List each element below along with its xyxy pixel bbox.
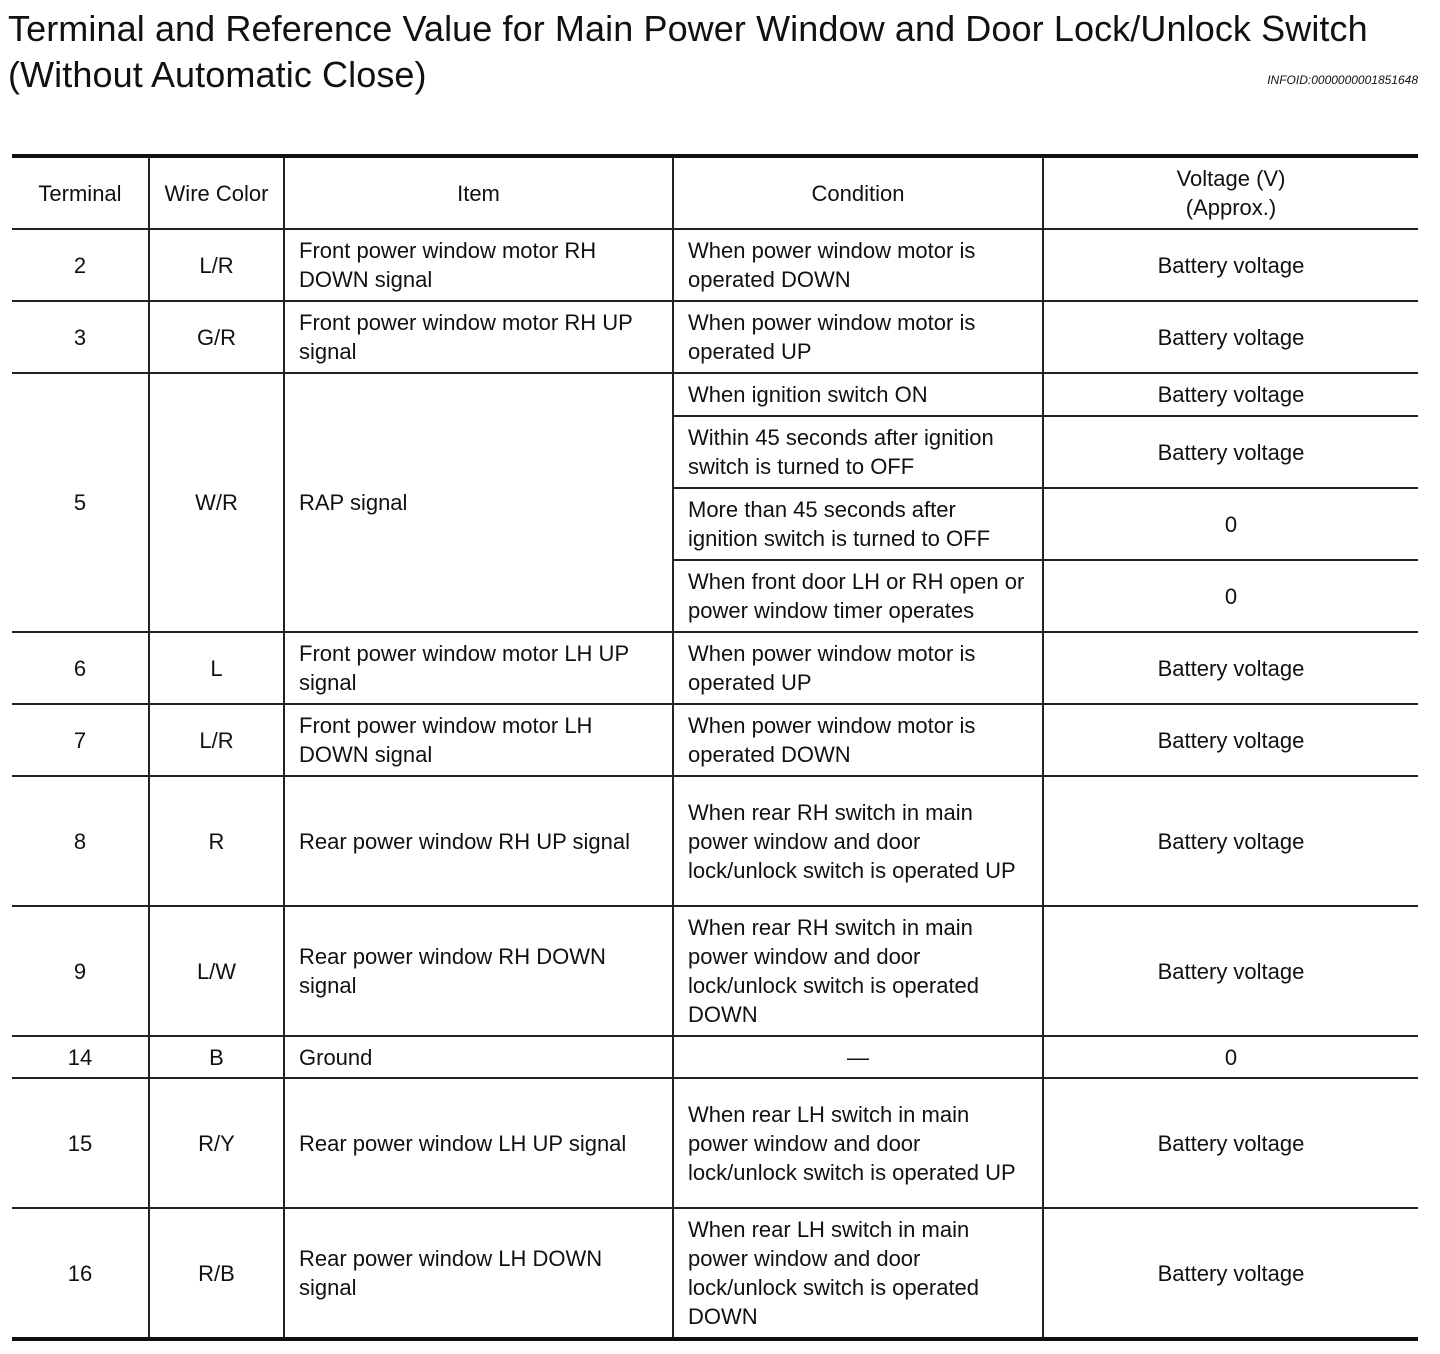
cell-wire-color: L/R [149,704,284,776]
cell-wire-color: R/Y [149,1078,284,1208]
header-terminal: Terminal [12,156,149,229]
cell-terminal: 3 [12,301,149,373]
header-voltage [1043,156,1418,229]
cell-item: RAP signal [284,373,673,632]
info-id: INFOID:0000000001851648 [1267,73,1418,87]
cell-terminal: 15 [12,1078,149,1208]
cell-voltage: Battery voltage [1043,776,1418,906]
cell-item: Front power window motor LH DOWN signal [284,704,673,776]
cell-wire-color: L [149,632,284,704]
table-row [12,776,1418,906]
cell-voltage: 0 [1043,560,1418,632]
cell-item: Front power window motor RH DOWN signal [284,229,673,301]
cell-terminal: 16 [12,1208,149,1339]
table-row [12,229,1418,301]
header-condition: Condition [673,156,1043,229]
cell-condition: — [673,1036,1043,1078]
cell-wire-color: G/R [149,301,284,373]
cell-voltage: 0 [1043,488,1418,560]
table-row [12,1208,1418,1339]
cell-condition: When rear LH switch in main power window and door lock/unlock switch is operated DOWN [673,1208,1043,1339]
header-item: Item [284,156,673,229]
table-header-row [12,156,1418,229]
cell-voltage: 0 [1043,1036,1418,1078]
cell-voltage: Battery voltage [1043,906,1418,1036]
cell-terminal: 5 [12,373,149,632]
table-row [12,301,1418,373]
cell-voltage: Battery voltage [1043,301,1418,373]
cell-terminal: 14 [12,1036,149,1078]
cell-condition: When rear LH switch in main power window and door lock/unlock switch is operated UP [673,1078,1043,1208]
cell-terminal: 7 [12,704,149,776]
header-voltage-line1: Voltage (V) [1176,166,1286,191]
terminal-reference-table [12,154,1418,1341]
cell-item: Ground [284,1036,673,1078]
cell-wire-color: L/W [149,906,284,1036]
cell-condition: When power window motor is operated UP [673,632,1043,704]
cell-wire-color: L/R [149,229,284,301]
table-row [12,373,1418,416]
cell-item: Rear power window RH DOWN signal [284,906,673,1036]
cell-wire-color: R [149,776,284,906]
cell-condition: When power window motor is operated UP [673,301,1043,373]
cell-terminal: 2 [12,229,149,301]
table-row [12,1036,1418,1078]
cell-wire-color: R/B [149,1208,284,1339]
cell-voltage: Battery voltage [1043,1078,1418,1208]
cell-condition: Within 45 seconds after ignition switch is turned to OFF [673,416,1043,488]
cell-voltage: Battery voltage [1043,1208,1418,1339]
cell-wire-color: W/R [149,373,284,632]
cell-wire-color: B [149,1036,284,1078]
cell-item: Rear power window LH DOWN signal [284,1208,673,1339]
cell-item: Front power window motor RH UP signal [284,301,673,373]
cell-condition: When rear RH switch in main power window and door lock/unlock switch is operated UP [673,776,1043,906]
table-row [12,906,1418,1036]
cell-terminal: 9 [12,906,149,1036]
page-title: Terminal and Reference Value for Main Power Window and Door Lock/Unlock Switch (Without Automatic Close) [8,8,1368,95]
cell-condition: When power window motor is operated DOWN [673,229,1043,301]
cell-voltage: Battery voltage [1043,373,1418,416]
cell-condition: When front door LH or RH open or power window timer operates [673,560,1043,632]
cell-voltage: Battery voltage [1043,704,1418,776]
cell-item: Rear power window LH UP signal [284,1078,673,1208]
table-row [12,1078,1418,1208]
cell-item: Rear power window RH UP signal [284,776,673,906]
cell-condition: When power window motor is operated DOWN [673,704,1043,776]
cell-condition: More than 45 seconds after ignition switch is turned to OFF [673,488,1043,560]
table-row [12,704,1418,776]
cell-item: Front power window motor LH UP signal [284,632,673,704]
cell-terminal: 8 [12,776,149,906]
cell-voltage: Battery voltage [1043,632,1418,704]
header-voltage-line2: (Approx.) [1185,195,1277,220]
cell-condition: When ignition switch ON [673,373,1043,416]
cell-voltage: Battery voltage [1043,416,1418,488]
cell-terminal: 6 [12,632,149,704]
header-wire-color: Wire Color [149,156,284,229]
table-row [12,632,1418,704]
cell-voltage: Battery voltage [1043,229,1418,301]
cell-condition: When rear RH switch in main power window and door lock/unlock switch is operated DOWN [673,906,1043,1036]
